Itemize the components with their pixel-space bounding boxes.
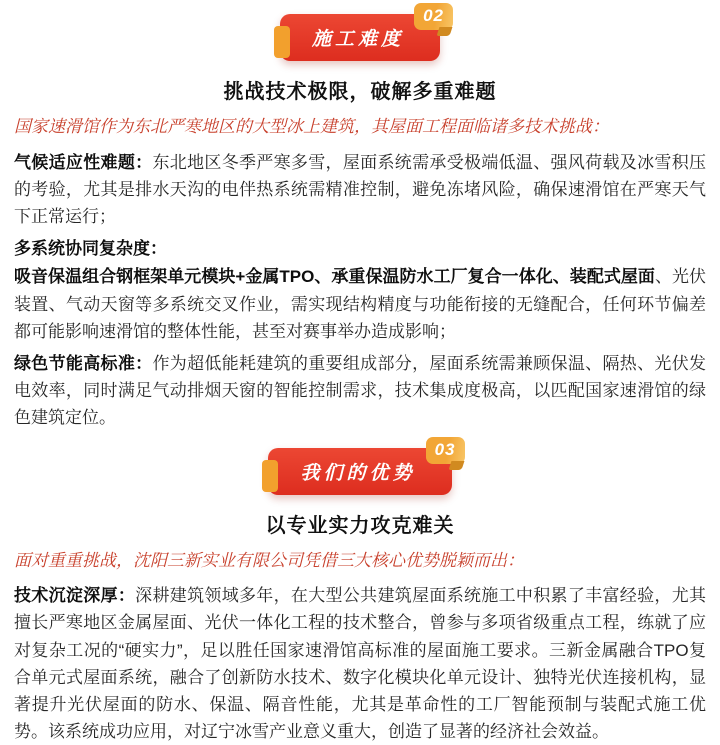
paragraph-multisystem-title [14,235,706,262]
advantage-badge-wrap [14,439,706,495]
advantage-section-heading: 以专业实力攻克难关 [265,514,455,537]
paragraph-text-climate: 东北地区冬季严寒多雪，屋面系统需承受极端低温、强风荷载及冰雪积压的考验，尤其是排水天沟的电伴热系统需精准控制，避免冻堵风险，确保速滑馆在严寒天气下正常运行； [14,152,707,227]
difficulty-ribbon-badge [280,6,444,61]
difficulty-intro-paragraph: 国家速滑馆作为东北严寒地区的大型冰上建筑，其屋面工程面临诸多技术挑战： [14,117,609,136]
paragraph-text-technical: 深耕建筑领域多年，在大型公共建筑屋面系统施工中积累了丰富经验，尤其擅长严寒地区金属屋面、光伏一体化工程的技术整合，曾参与多项省级重点工程，练就了应对复杂工况的“硬实力”，足以胜任国家速滑馆高标准的屋面施工要求。三新金属融合TPO复合单元式屋面系统，融合了创新防水技术、数字化模块化单元设计、独特光伏连接机构，显著提升光伏屋面的防水、保温、隔音性能，尤其是革命性的工厂智能预制与装配式施工优势。该系统成功应用，对辽宁冰雪产业意义重大，创造了显著的经济社会效益。 [14,586,707,742]
difficulty-ribbon-label: 施工难度 [311,29,404,50]
paragraph-lead-green: 绿色节能高标准： [14,353,153,373]
advantage-intro-paragraph: 面对重重挑战，沈阳三新实业有限公司凭借三大核心优势脱颖而出： [14,550,524,570]
advantage-ribbon-label: 我们的优势 [300,462,416,484]
advantage-badge-number-tag: 03 [426,437,465,464]
paragraph-lead-climate: 气候适应性难题： [14,152,153,172]
paragraph-lead-modules: 吸音保温组合钢框架单元模块+金属TPO、承重保温防水工厂复合一体化、装配式屋面 [14,267,655,287]
difficulty-badge-wrap [14,6,706,61]
paragraph-lead-technical: 技术沉淀深厚： [14,586,136,606]
section-our-advantages [14,439,707,745]
paragraph-text-modules: 、光伏装置、气动天窗等多系统交叉作业，需实现结构精度与功能衔接的无缝配合，任何环节偏差都可能影响速滑馆的整体性能，甚至对赛事举办造成影响； [14,267,707,341]
paragraph-multisystem-body [14,263,706,345]
paragraph-climate-adaptability [14,149,706,231]
paragraph-technical-depth [14,582,706,745]
paragraph-text-green: 作为超低能耗建筑的重要组成部分，屋面系统需兼顾保温、隔热、光伏发电效率，同时满足气动排烟天窗的智能控制需求，技术集成度极高，以匹配国家速滑馆的绿色建筑定位。 [14,353,707,428]
advantage-ribbon-badge [268,439,456,495]
paragraph-lead-multisystem: 多系统协同复杂度： [14,239,167,259]
paragraph-green-standard [14,350,706,432]
section-construction-difficulty [14,6,707,432]
difficulty-section-heading: 挑战技术极限，破解多重难题 [223,81,497,103]
difficulty-badge-number-tag: 02 [414,3,453,30]
